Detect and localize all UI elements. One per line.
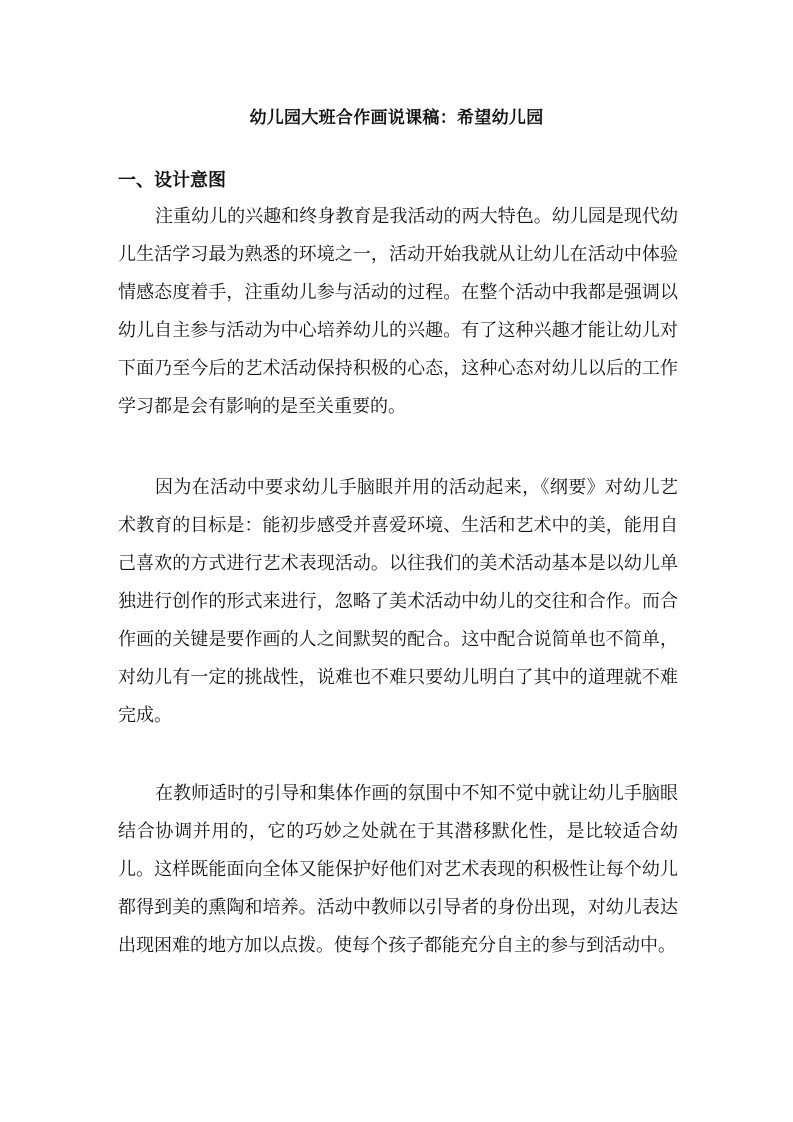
document-title: 幼儿园大班合作画说课稿：希望幼儿园: [249, 108, 544, 128]
paragraph-1: 注重幼儿的兴趣和终身教育是我活动的两大特色。幼儿园是现代幼儿生活学习最为熟悉的环境之一，活动开始我就从让幼儿在活动中体验情感态度着手，注重幼儿参与活动的过程。在整个活动中我都是强调以幼儿自主参与活动为中心培养幼儿的兴趣。有了这种兴趣才能让幼儿对下面乃至今后的艺术活动保持积极的心态，这种心态对幼儿以后的工作学习都是会有影响的是至关重要的。: [118, 206, 678, 417]
section-heading: 一、设计意图: [118, 170, 226, 191]
paragraph-2: 因为在活动中要求幼儿手脑眼并用的活动起来，《纲要》对幼儿艺术教育的目标是：能初步感受并喜爱环境、生活和艺术中的美，能用自己喜欢的方式进行艺术表现活动。以往我们的美术活动基本是以幼儿单独进行创作的形式来进行，忽略了美术活动中幼儿的交往和合作。而合作画的关键是要作画的人之间默契的配合。这中配合说简单也不简单，对幼儿有一定的挑战性，说难也不难只要幼儿明白了其中的道理就不难完成。: [118, 477, 678, 726]
paragraph-3: 在教师适时的引导和集体作画的氛围中不知不觉中就让幼儿手脑眼结合协调并用的，它的巧妙之处就在于其潜移默化性，是比较适合幼儿。这样既能面向全体又能保护好他们对艺术表现的积极性让每个幼儿都得到美的熏陶和培养。活动中教师以引导者的身份出现，对幼儿表达出现困难的地方加以点拨。使每个孩子都能充分自主的参与到活动中。: [118, 783, 678, 956]
